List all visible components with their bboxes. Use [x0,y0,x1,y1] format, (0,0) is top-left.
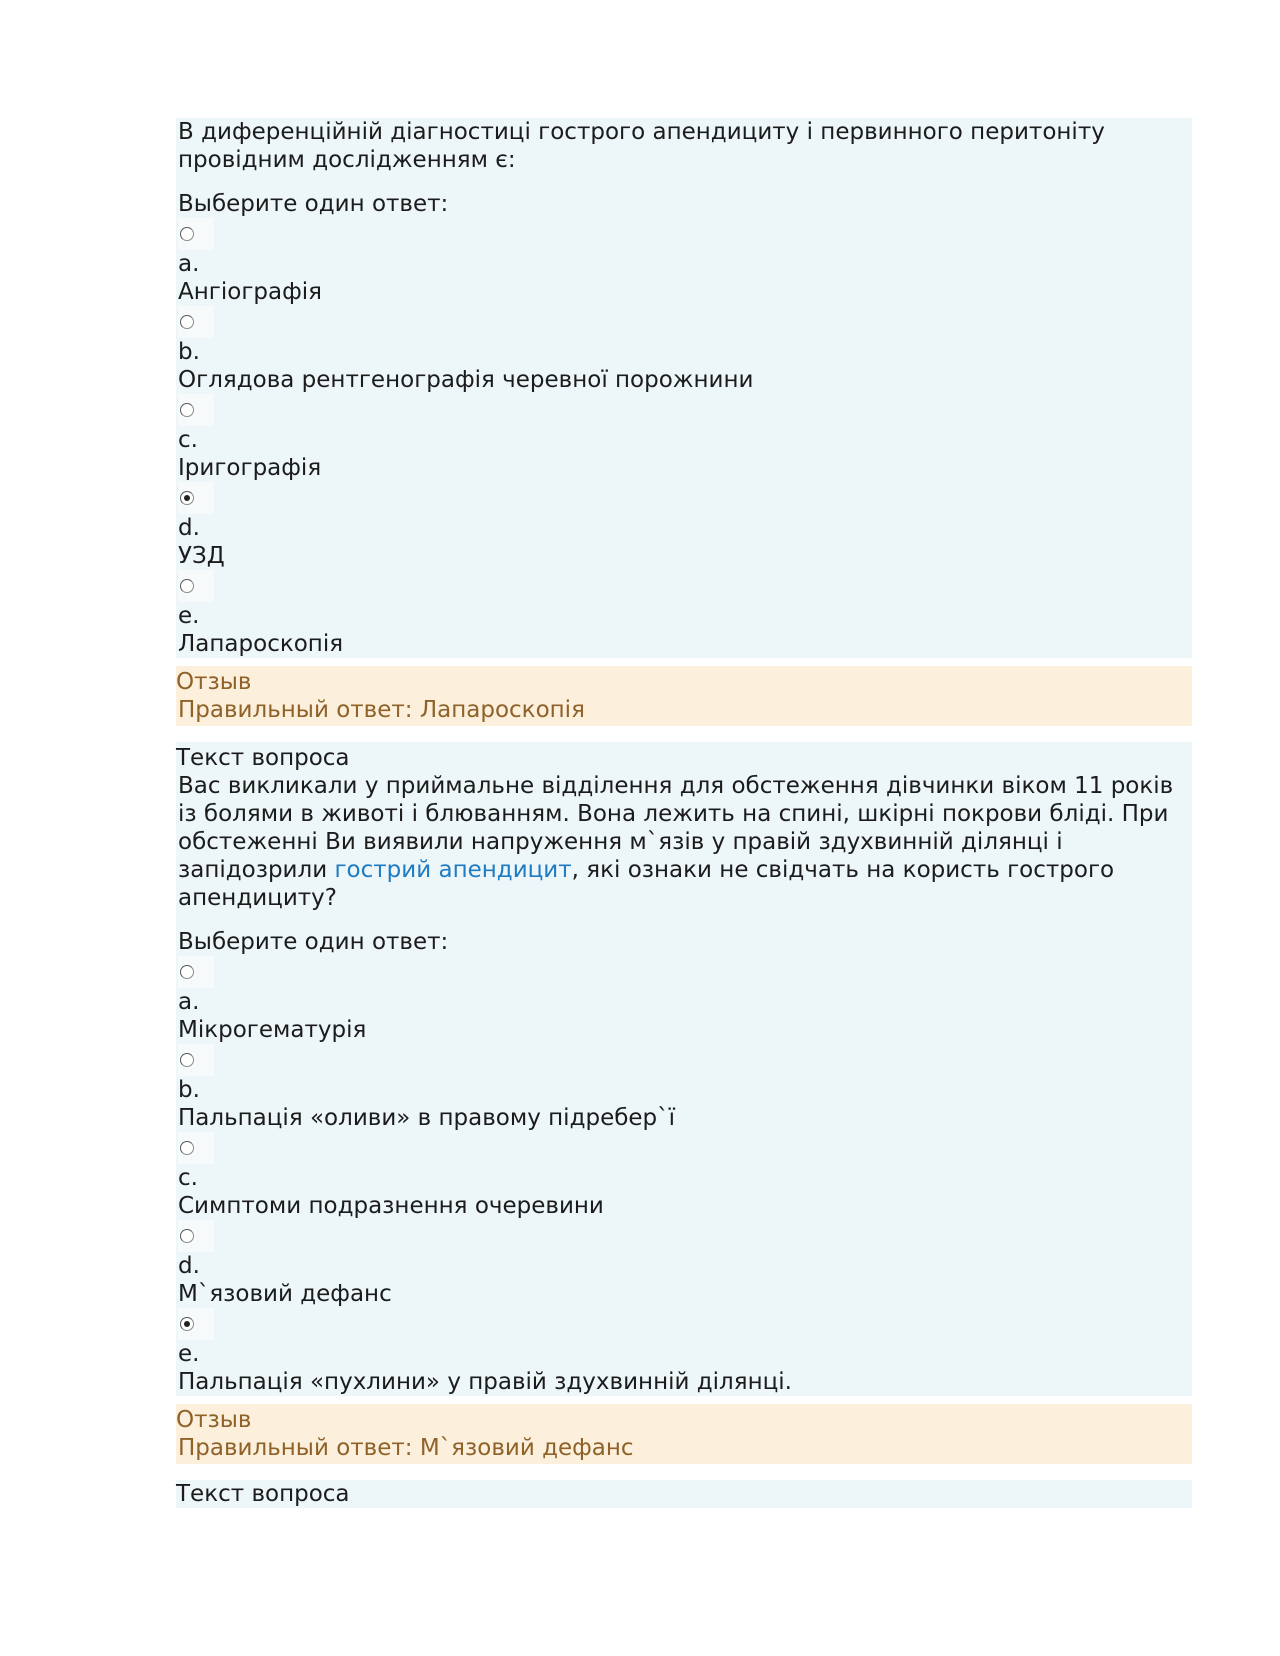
radio-icon [180,1229,194,1243]
question-1-text: В диференційній діагностиці гострого апендициту і первинного перитоніту провідним дослідженням є: [178,119,1105,173]
radio-icon [180,1141,194,1155]
option-text[interactable]: Іригографія [178,455,322,481]
option-text[interactable]: Ангіографія [178,279,322,305]
option-text[interactable]: Пальпація «оливи» в правому підребер`ї [178,1105,676,1131]
radio-icon [180,227,194,241]
radio-button[interactable] [178,956,214,988]
question-2 [176,742,1192,1396]
question-2-option-b[interactable] [176,1044,1192,1132]
question-2-option-c[interactable] [176,1132,1192,1220]
option-text[interactable]: Лапароскопія [178,631,344,657]
option-letter: b. [178,339,200,365]
radio-button[interactable] [178,1132,214,1164]
question-1-feedback [176,666,1192,726]
question-3-label: Текст вопроса [176,1480,1192,1508]
option-letter: c. [178,427,198,453]
radio-button[interactable] [178,1308,214,1340]
radio-icon [180,965,194,979]
feedback-correct-answer: Правильный ответ: М`язовий дефанс [178,1435,634,1461]
radio-checked-icon [180,1317,194,1331]
radio-button[interactable] [178,482,214,514]
question-2-option-e[interactable] [176,1308,1192,1396]
radio-button[interactable] [178,570,214,602]
option-text[interactable]: Оглядова рентгенографія черевної порожнини [178,367,754,393]
radio-button[interactable] [178,394,214,426]
radio-icon [180,579,194,593]
option-text[interactable]: Пальпація «пухлини» у правій здухвинній ділянці. [178,1369,792,1395]
option-letter: a. [178,251,200,277]
question-1-option-b[interactable] [176,306,1192,394]
question-2-text-before: Вас викликали у приймальне відділення для обстеження дівчинки віком 11 років із болями в животі і блюванням. Вона лежить на спині, шкірні покрови бліді. При обстеженні Ви виявили напруження м`язів у правій здухвинній ділянці і запідозрили [178,773,1174,883]
question-2-prompt: Выберите один ответ: [178,929,449,955]
question-1-prompt: Выберите один ответ: [178,191,449,217]
option-letter: d. [178,515,200,541]
question-1-option-e[interactable] [176,570,1192,658]
question-2-label: Текст вопроса [176,745,350,771]
feedback-title: Отзыв [176,1407,252,1433]
option-letter: d. [178,1253,200,1279]
feedback-correct-answer: Правильный ответ: Лапароскопія [178,697,585,723]
question-1-option-a[interactable] [176,218,1192,306]
feedback-title: Отзыв [176,669,252,695]
option-text[interactable]: Симптоми подразнення очеревини [178,1193,604,1219]
question-1-option-d[interactable] [176,482,1192,570]
radio-icon [180,315,194,329]
question-2-text [176,772,1192,912]
option-letter: b. [178,1077,200,1103]
question-1-option-c[interactable] [176,394,1192,482]
question-2-option-d[interactable] [176,1220,1192,1308]
radio-button[interactable] [178,306,214,338]
quiz-review-page [176,118,1192,1508]
option-text[interactable]: УЗД [178,543,225,569]
question-2-text-after: , які ознаки не свідчать на користь гострого апендициту? [178,857,1115,911]
option-letter: a. [178,989,200,1015]
radio-icon [180,1053,194,1067]
option-letter: e. [178,1341,200,1367]
glossary-link[interactable]: гострий апендицит [334,857,572,883]
radio-icon [180,403,194,417]
option-letter: e. [178,603,200,629]
option-text[interactable]: Мікрогематурія [178,1017,367,1043]
option-text[interactable]: М`язовий дефанс [178,1281,392,1307]
question-1 [176,118,1192,658]
option-letter: c. [178,1165,198,1191]
radio-button[interactable] [178,218,214,250]
question-2-feedback [176,1404,1192,1464]
question-2-option-a[interactable] [176,956,1192,1044]
radio-checked-icon [180,491,194,505]
radio-button[interactable] [178,1044,214,1076]
radio-button[interactable] [178,1220,214,1252]
